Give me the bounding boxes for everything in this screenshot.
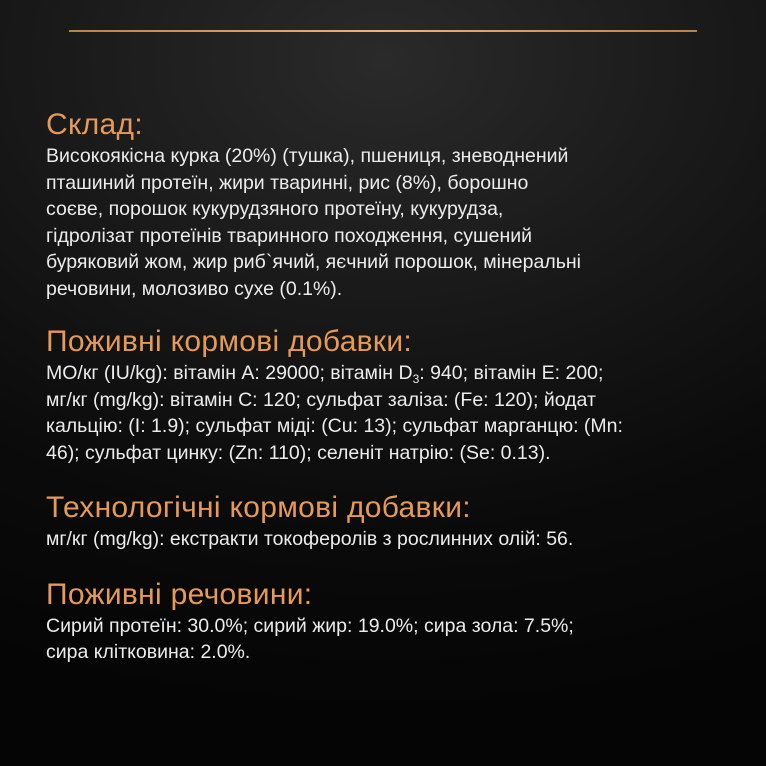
composition-line: гідролізат протеїнів тваринного походження, сушений [46,224,533,247]
composition-line: пташиний протеїн, жири тваринні, рис (8%), борошно [46,171,529,194]
nutritional-additives-line: мг/кг (mg/kg): вітамін С: 120; сульфат заліза: (Fe: 120); йодат [46,388,596,411]
nutritional-additives-line: 46); сульфат цинку: (Zn: 110); селеніт натрію: (Se: 0.13). [46,441,551,464]
nutritional-additives-line: кальцію: (I: 1.9); сульфат міді: (Cu: 13); сульфат марганцю: (Mn: [46,415,623,437]
nutrients-section [46,577,746,666]
nutrients-line: сира клітковина: 2.0%. [46,641,251,663]
technological-additives-section [46,490,746,553]
composition-line: Високоякісна курка (20%) (тушка), пшениця, зневоднений [46,145,569,167]
composition-line: речовини, молозиво сухе (0.1%). [46,277,343,300]
vitamins-text: МО/кг (IU/kg): вітамін А: 29000; вітамін D [46,362,413,384]
technological-additives-title: Технологічні кормові добавки: [46,491,471,524]
composition-section [46,107,746,302]
nutrients-title: Поживні речовини: [46,577,313,611]
top-divider [69,30,697,32]
nutrients-line: Сирий протеїн: 30.0%; сирий жир: 19.0%; сира зола: 7.5%; [46,614,574,637]
nutritional-additives-section [46,324,746,466]
technological-additives-line: мг/кг (mg/kg): екстракти токоферолів з рослинних олій: 56. [46,528,574,550]
composition-line: соєве, порошок кукурудзяного протеїну, кукурудза, [46,198,504,220]
vitamin-d-subscript: 3 [412,372,420,386]
nutritional-additives-title: Поживні кормові добавки: [46,325,413,358]
composition-title: Склад: [46,108,143,141]
vitamins-text-cont: : 940; вітамін Е: 200; [419,362,604,384]
nutritional-additives-line [46,360,746,387]
composition-line: буряковий жом, жир риб`ячий, яєчний порошок, мінеральні [46,251,581,273]
ingredients-panel [46,107,746,666]
